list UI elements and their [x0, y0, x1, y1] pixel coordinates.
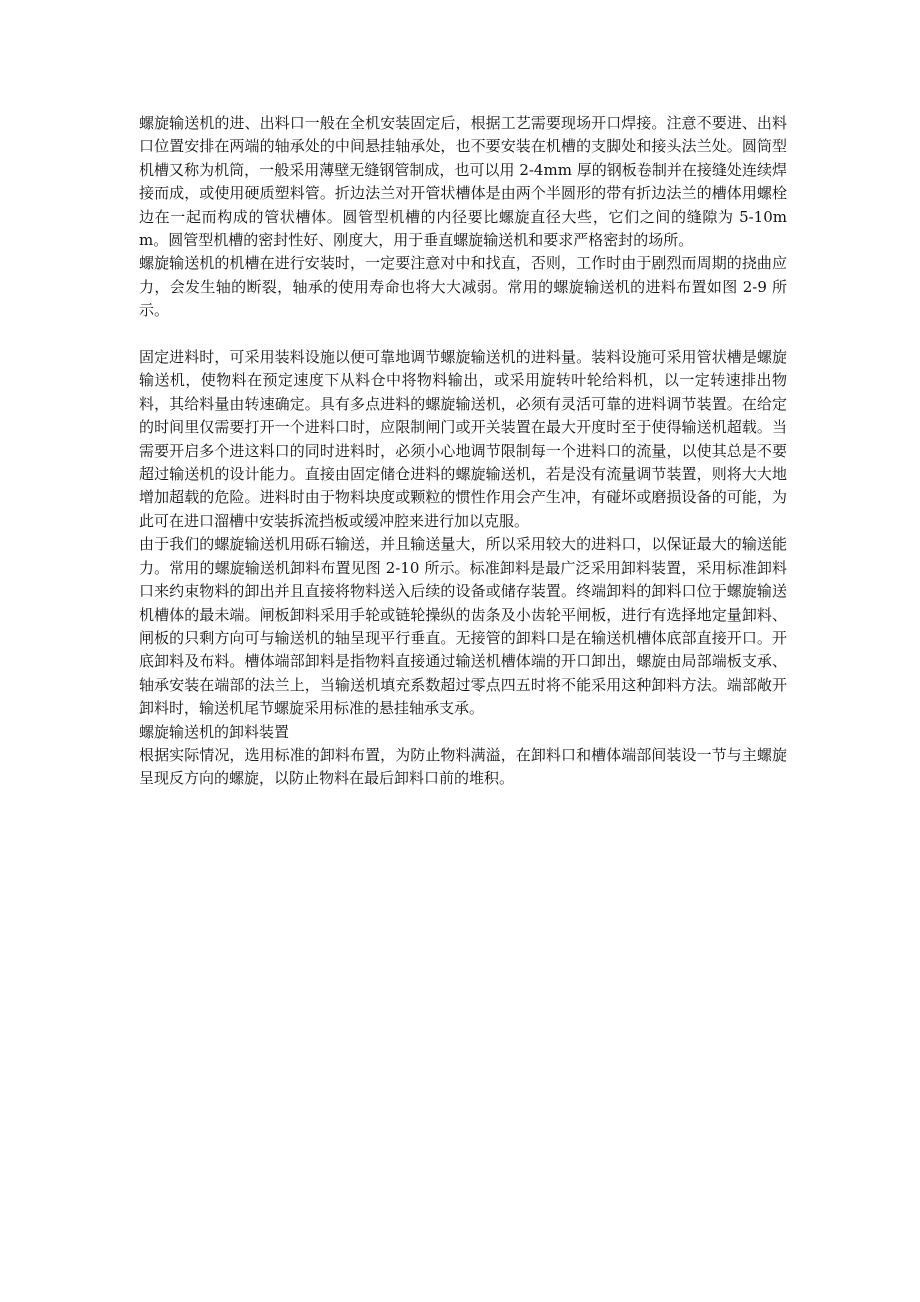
paragraph-discharge-layout: 由于我们的螺旋输送机用砾石输送，并且输送量大，所以采用较大的进料口，以保证最大的输送能力。常用的螺旋输送机卸料布置见图 2-10 所示。标准卸料是最广泛采用卸料装置，采用标准卸料口来约束物料的卸出并且直接将物料送入后续的设备或储存装置。终端卸料的卸料口位于螺旋输送机槽体的最未端。闸板卸料采用手轮或链轮操纵的齿条及小齿轮平闸板，进行有选择地定量卸料、闸板的只剩方向可与输送机的轴呈现平行垂直。无接管的卸料口是在输送机槽体底部直接开口。开底卸料及布料。槽体端部卸料是指物料直接通过输送机槽体端的开口卸出，螺旋由局部端板支承、轴承安装在端部的法兰上，当输送机填充系数超过零点四五时将不能采用这种卸料方法。端部敞开卸料时，输送机尾节螺旋采用标准的悬挂轴承支承。 [139, 535, 787, 718]
section-heading-discharge-device: 螺旋输送机的卸料装置 [139, 722, 290, 741]
paragraph-discharge-selection: 根据实际情况，选用标准的卸料布置，为防止物料满溢，在卸料口和槽体端部间装设一节与主螺旋呈现反方向的螺旋，以防止物料在最后卸料口前的堆积。 [139, 745, 787, 788]
paragraph-spacer [139, 323, 787, 346]
paragraph-fixed-feeding: 固定进料时，可采用装料设施以便可靠地调节螺旋输送机的进料量。装料设施可采用管状槽是螺旋输送机，使物料在预定速度下从料仓中将物料输出，或采用旋转叶轮给料机，以一定转速排出物料，其给料量由转速确定。具有多点进料的螺旋输送机，必须有灵活可靠的进料调节装置。在给定的时间里仅需要打开一个进料口时，应限制闸门或开关装置在最大开度时至于使得输送机超载。当需要开启多个进这料口的同时进料时，必须小心地调节限制每一个进料口的流量，以使其总是不要超过输送机的设计能力。直接由固定储仓进料的螺旋输送机，若是没有流量调节装置，则将大大地增加超载的危险。进料时由于物料块度或颗粒的惯性作用会产生冲，有碰坏或磨损设备的可能，为此可在进口溜槽中安装拆流挡板或缓冲腔来进行加以克服。 [139, 348, 787, 530]
paragraph-trough-installation: 螺旋输送机的机槽在进行安装时，一定要注意对中和找直，否则，工作时由于剧烈而周期的挠曲应力，会发生轴的断裂，轴承的使用寿命也将大大减弱。常用的螺旋输送机的进料布置如图 2-9 所示。 [139, 254, 787, 320]
paragraph-inlet-outlet-design: 螺旋输送机的进、出料口一般在全机安装固定后，根据工艺需要现场开口焊接。注意不要进、出料口位置安排在两端的轴承处的中间悬挂轴承处，也不要安装在机槽的支脚处和接头法兰处。圆筒型机槽又称为机筒，一般采用薄壁无缝钢管制成，也可以用 2-4mm 厚的钢板卷制并在接缝处连续焊接而成，或使用硬质塑料管。折边法兰对开管状槽体是由两个半圆形的带有折边法兰的槽体用螺栓边在一起而构成的管状槽体。圆管型机槽的内径要比螺旋直径大些，它们之间的缝隙为 5-10mm。圆管型机槽的密封性好、刚度大，用于垂直螺旋输送机和要求严格密封的场所。 [139, 114, 787, 250]
document-body [139, 112, 787, 791]
